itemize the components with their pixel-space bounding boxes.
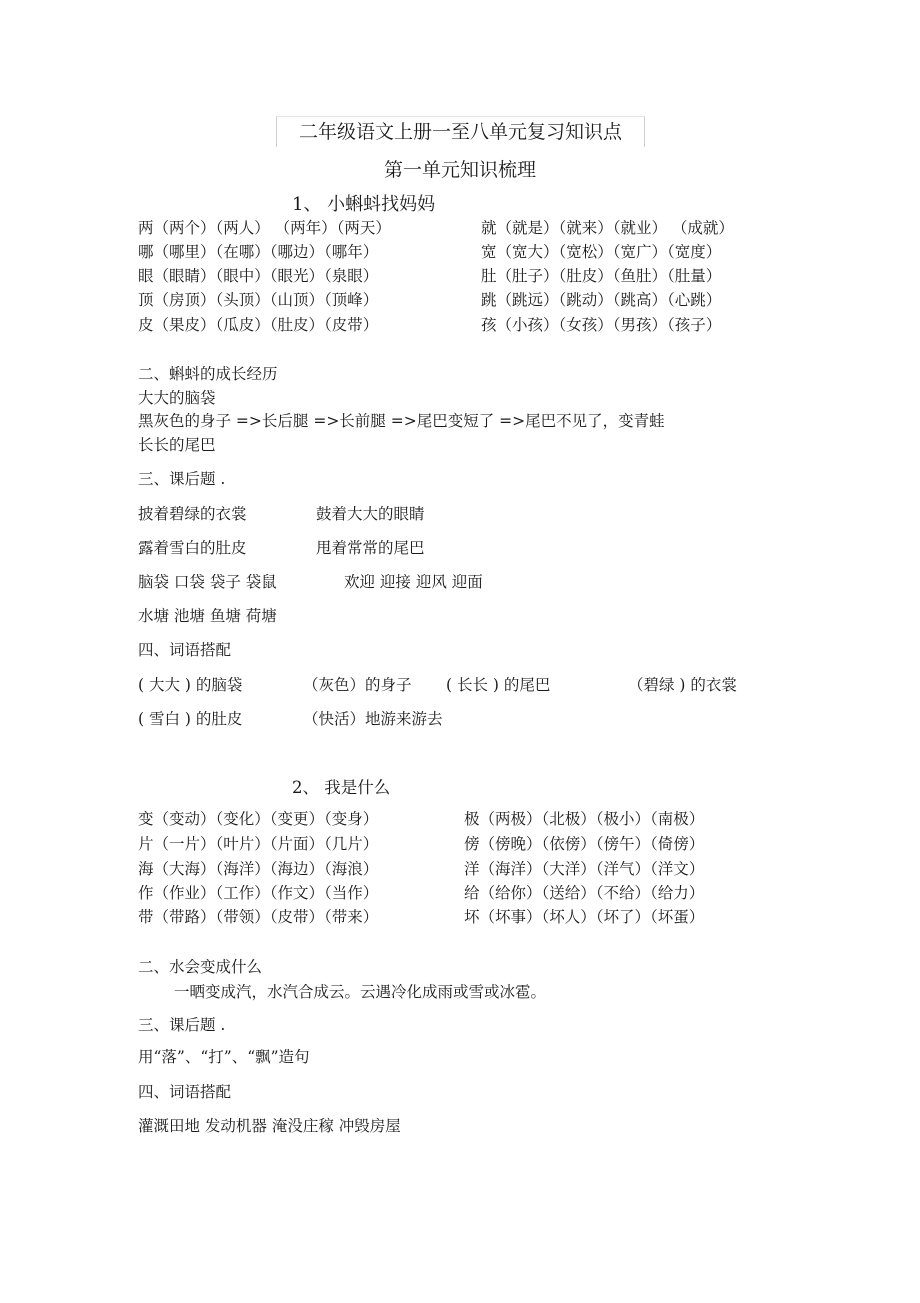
match-text: 灌溉田地 发动机器 淹没庄稼 冲毁房屋: [138, 1117, 401, 1135]
vocab-right-row: 极（两极）（北极）（极小）（南极）: [464, 810, 705, 828]
growth-line: 长长的尾巴: [138, 436, 216, 454]
match-phrase: （快活）地游来游去: [303, 710, 443, 728]
vocab-right-row: 坏（坏事）（坏人）（坏了）（坏蛋）: [464, 908, 705, 926]
match-heading: 四、词语搭配: [138, 1083, 232, 1101]
water-heading: 二、水会变成什么: [138, 958, 263, 976]
exercise-words: 欢迎 迎接 迎风 迎面: [344, 573, 483, 591]
document-title: 二年级语文上册一至八单元复习知识点: [276, 116, 645, 147]
vocab-left-row: 眼（眼睛）（眼中）（眼光）（泉眼）: [138, 267, 379, 285]
exercise-phrase: 露着雪白的肚皮: [138, 539, 247, 557]
vocab-right-row: 给（给你）（送给）（不给）（给力）: [464, 884, 705, 902]
vocab-left-row: 哪（哪里）（在哪）（哪边）（哪年）: [138, 243, 379, 261]
growth-heading: 二、蝌蚪的成长经历: [138, 365, 278, 383]
exercise-phrase: 披着碧绿的衣裳: [138, 505, 247, 523]
vocab-right-row: 孩（小孩）（女孩）（男孩）（孩子）: [481, 316, 722, 334]
exercise-heading: 三、课后题 .: [138, 1016, 226, 1034]
vocab-left-row: 海（大海）（海洋）（海边）（海浪）: [138, 860, 379, 878]
vocab-left-row: 作（作业）（工作）（作文）（当作）: [138, 884, 379, 902]
vocab-right-row: 洋（海洋）（大洋）（洋气）（洋文）: [464, 860, 705, 878]
growth-line: 黑灰色的身子 =>长后腿 =>长前腿 =>尾巴变短了 =>尾巴不见了，变青蛙: [138, 412, 665, 430]
water-text: 一晒变成汽，水汽合成云。云遇冷化成雨或雪或冰雹。: [174, 983, 547, 1001]
exercise-text: 用“落”、“打”、“飘”造句: [138, 1048, 310, 1066]
vocab-left-row: 带（带路）（带领）（皮带）（带来）: [138, 908, 379, 926]
vocab-right-row: 宽（宽大）（宽松）（宽广）（宽度）: [481, 243, 722, 261]
exercise-heading: 三、课后题 .: [138, 470, 226, 488]
vocab-left-row: 两（两个）（两人） （两年）（两天）: [138, 219, 391, 237]
match-phrase: ( 大大 ) 的脑袋: [138, 676, 243, 694]
exercise-words: 水塘 池塘 鱼塘 荷塘: [138, 607, 277, 625]
growth-line: 大大的脑袋: [138, 389, 216, 407]
exercise-phrase: 甩着常常的尾巴: [316, 539, 425, 557]
exercise-words: 脑袋 口袋 袋子 袋鼠: [138, 573, 277, 591]
vocab-right-row: 跳（跳远）（跳动）（跳高）（心跳）: [481, 291, 722, 309]
match-phrase: （灰色）的身子: [303, 676, 412, 694]
vocab-right-row: 就（就是）（就来）（就业） （成就）: [481, 219, 734, 237]
lesson-2-title: 2、 我是什么: [292, 778, 391, 797]
match-heading: 四、词语搭配: [138, 641, 232, 659]
vocab-left-row: 变（变动）（变化）（变更）（变身）: [138, 810, 379, 828]
match-phrase: ( 雪白 ) 的肚皮: [138, 710, 243, 728]
lesson-1-title: 1、 小蝌蚪找妈妈: [292, 194, 436, 215]
match-phrase: （碧绿 ) 的衣裳: [628, 676, 737, 694]
match-phrase: ( 长长 ) 的尾巴: [446, 676, 551, 694]
vocab-left-row: 片（一片）（叶片）（片面）（几片）: [138, 835, 379, 853]
vocab-right-row: 傍（傍晚）（依傍）（傍午）（倚傍）: [464, 835, 705, 853]
vocab-left-row: 顶（房顶）（头顶）（山顶）（顶峰）: [138, 291, 379, 309]
vocab-right-row: 肚（肚子）（肚皮）（鱼肚）（肚量）: [481, 267, 722, 285]
unit-title: 第一单元知识梳理: [383, 159, 536, 181]
exercise-phrase: 鼓着大大的眼睛: [316, 505, 425, 523]
vocab-left-row: 皮（果皮）（瓜皮）（肚皮）（皮带）: [138, 316, 379, 334]
